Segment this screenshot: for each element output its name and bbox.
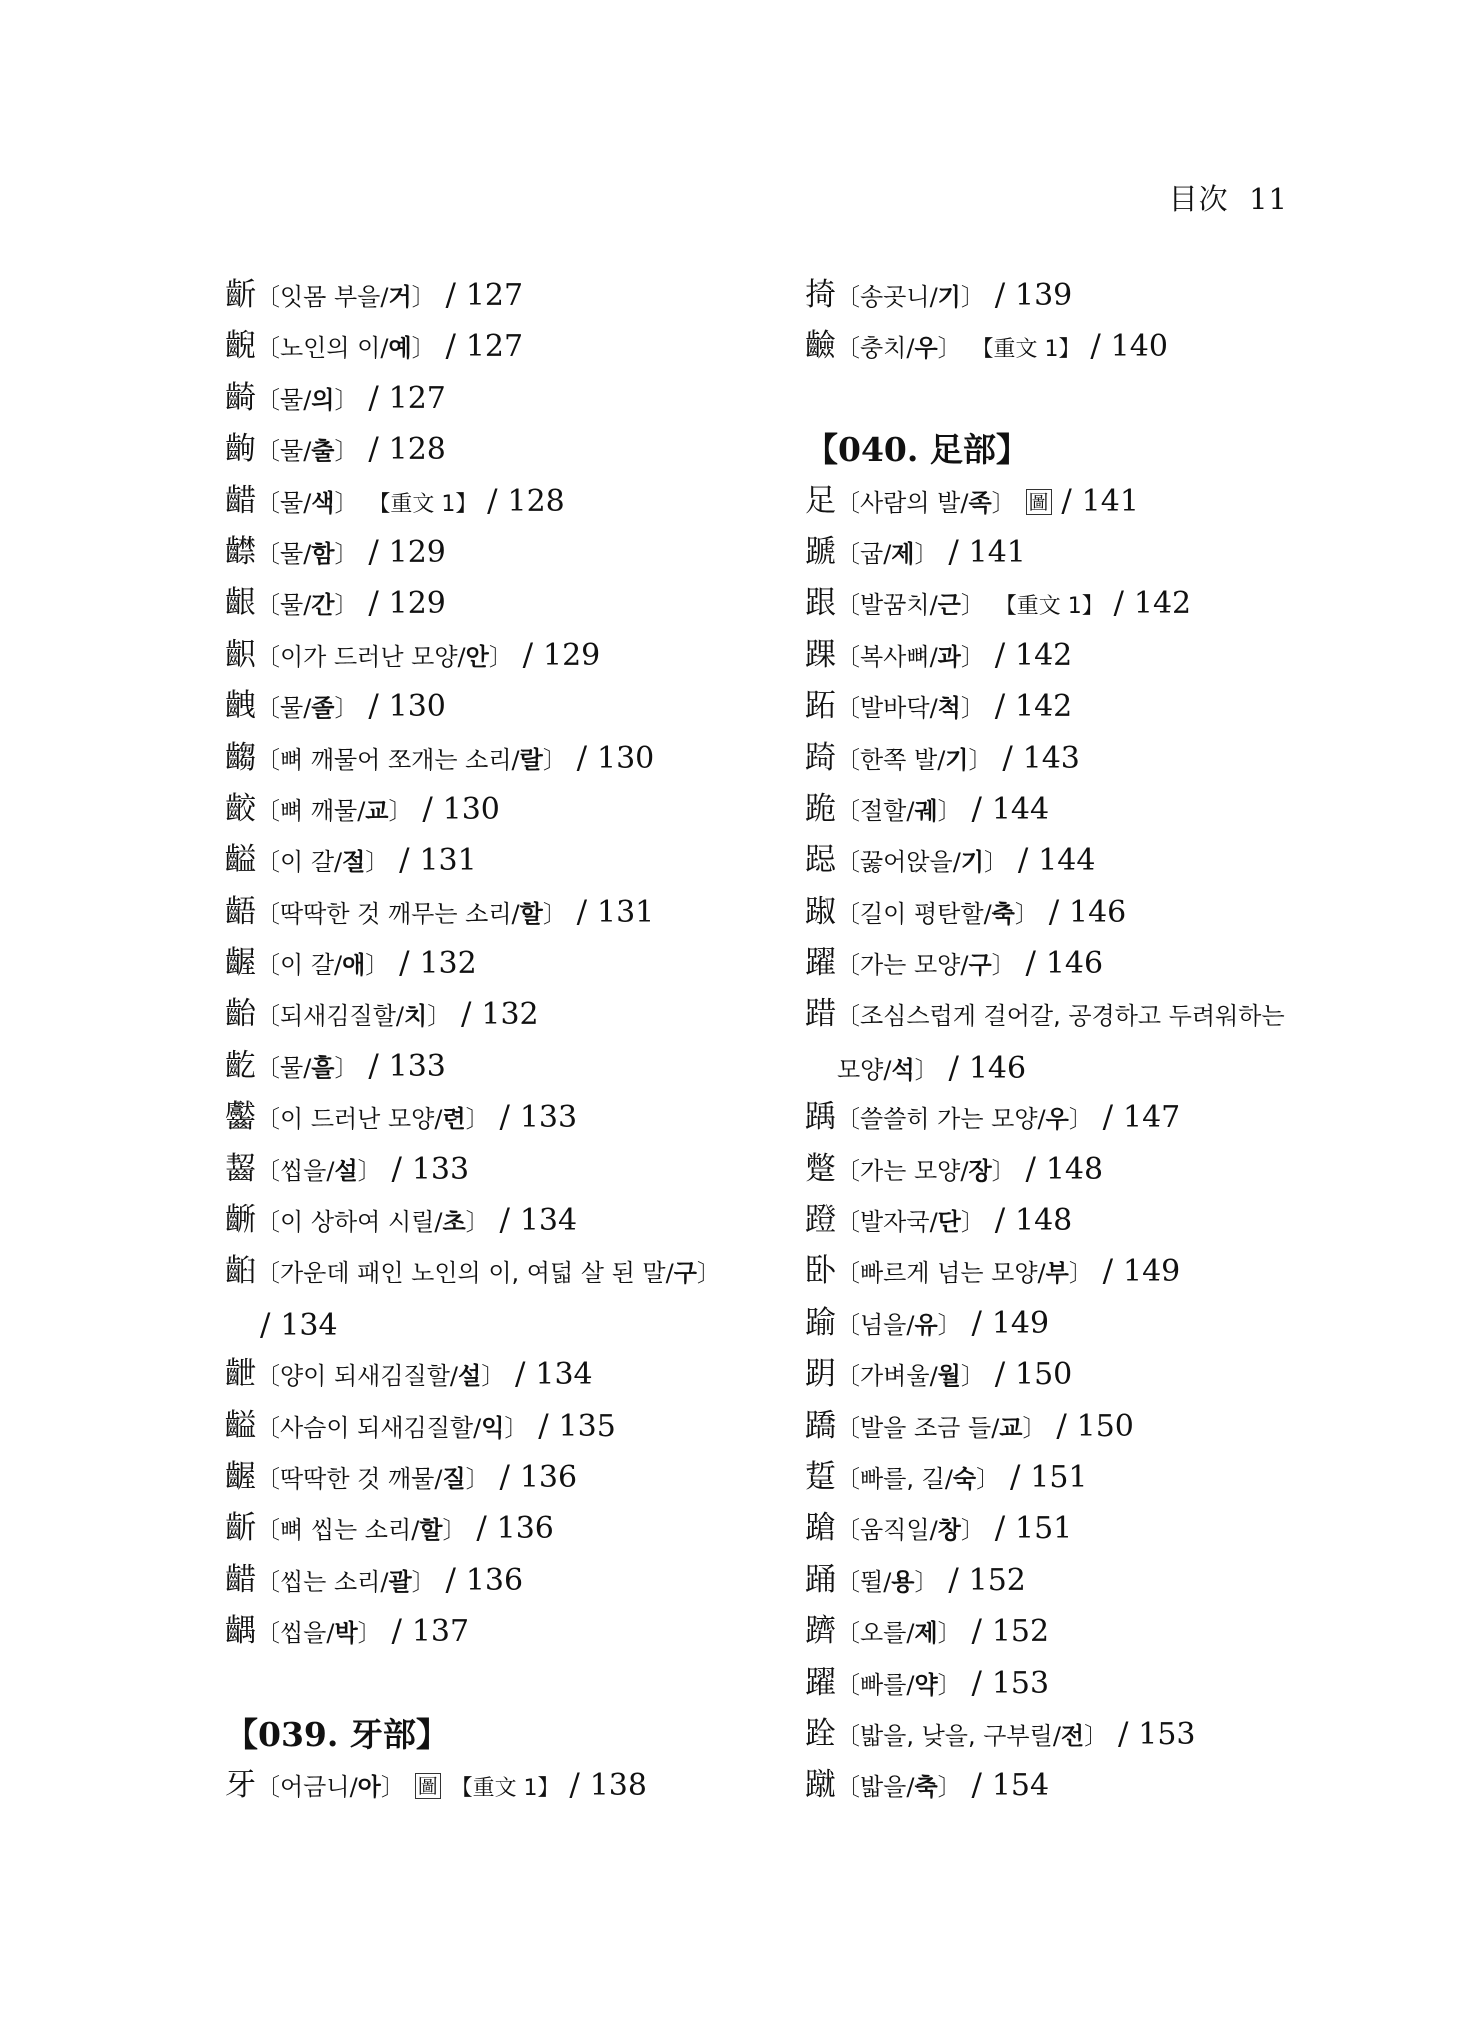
index-entry: 躋〔오를/제〕 / 152 xyxy=(805,1613,1050,1650)
entry-character: 牙 xyxy=(225,1767,256,1804)
index-entry: 齦〔물/간〕 / 129 xyxy=(225,585,446,622)
entry-definition: 〔씹는 소리/괄〕 xyxy=(256,1567,436,1596)
entry-page: 142 xyxy=(1015,689,1073,725)
index-entry: 跪〔절할/궤〕 / 144 xyxy=(805,790,1050,827)
entry-definition-cont: 모양/석〕 xyxy=(837,1055,939,1084)
entry-page: 136 xyxy=(519,1460,578,1495)
entry-reading: 색 xyxy=(311,488,335,517)
entry-character: 跟 xyxy=(805,585,836,622)
entry-character: 躍 xyxy=(805,945,836,982)
entry-page: 146 xyxy=(1045,946,1104,982)
entry-definition: 〔넘을/유〕 xyxy=(836,1310,962,1339)
entry-page: 130 xyxy=(388,689,446,725)
entry-reading: 부 xyxy=(1045,1259,1069,1288)
index-entry: 足〔사람의 발/족〕 圖 / 141 xyxy=(805,482,1139,519)
entry-character: 跀 xyxy=(805,1356,836,1393)
entry-page: 130 xyxy=(442,791,500,827)
right-column xyxy=(805,270,1325,1812)
index-entry: 蹬〔발자국/단〕 / 148 xyxy=(805,1202,1073,1239)
index-entry: 蹌〔움직일/창〕 / 151 xyxy=(805,1510,1073,1547)
entry-character: 齺 xyxy=(225,739,256,776)
index-entry: 齧〔씹을/설〕 / 133 xyxy=(225,1150,470,1187)
index-entry: 齰〔씹는 소리/괄〕 / 136 xyxy=(225,1561,524,1598)
entry-reading: 우 xyxy=(914,334,938,363)
entry-reading: 숙 xyxy=(952,1465,977,1493)
entry-definition: 〔발을 조금 들/교〕 xyxy=(836,1413,1047,1442)
entry-character: 踖 xyxy=(805,996,836,1033)
entry-character: 齯 xyxy=(225,328,256,365)
index-entry: 踊〔뛸/용〕 / 152 xyxy=(805,1561,1026,1598)
entry-page: 152 xyxy=(968,1562,1026,1598)
entry-page: 133 xyxy=(411,1151,470,1187)
entry-definition: 〔노인의 이/예〕 xyxy=(256,334,436,363)
entry-page: 135 xyxy=(558,1408,616,1444)
entry-character: 齰 xyxy=(225,482,256,519)
entry-definition: 〔송곳니/기〕 xyxy=(836,283,985,311)
entry-character: 踰 xyxy=(805,1304,836,1341)
entry-page: 129 xyxy=(388,586,446,622)
entry-definition: 〔움직일/창〕 xyxy=(836,1516,985,1545)
entry-character: 齦 xyxy=(225,585,256,622)
entry-reading: 출 xyxy=(311,437,335,466)
section-heading: 【040. 足部】 xyxy=(805,430,1029,470)
entry-continuation: 모양/석〕 / 146 xyxy=(837,1049,1027,1086)
entry-character: 齷 xyxy=(225,945,256,982)
entry-character: 齩 xyxy=(225,790,256,827)
entry-character: 齮 xyxy=(225,379,256,416)
index-entry: 齞〔이가 드러난 모양/안〕 / 129 xyxy=(225,636,601,673)
entry-character: 蹩 xyxy=(805,1150,836,1187)
entry-definition: 〔절할/궤〕 xyxy=(836,796,962,825)
entry-page: 128 xyxy=(388,432,446,468)
index-entry: 齽〔물/함〕 / 129 xyxy=(225,533,446,570)
entry-definition: 〔되새김질할/치〕 xyxy=(256,1002,452,1031)
entry-character: 跖 xyxy=(805,688,836,725)
entry-page: 134 xyxy=(519,1203,578,1239)
entry-character: 齸 xyxy=(225,1407,256,1444)
entry-character: 躋 xyxy=(805,1613,836,1650)
index-entry: 蹴〔밟을/축〕 / 154 xyxy=(805,1767,1050,1804)
entry-page: 131 xyxy=(596,894,655,930)
index-entry: 蹏〔굽/제〕 / 141 xyxy=(805,533,1026,570)
entry-definition: 〔빠를, 길/숙〕 xyxy=(836,1465,1001,1493)
entry-page: 144 xyxy=(1038,843,1096,879)
entry-character: 齥 xyxy=(225,688,256,725)
index-entry: 牙〔어금니/아〕 圖 【重文 1】 / 138 xyxy=(225,1767,647,1804)
entry-reading: 약 xyxy=(914,1670,938,1699)
entry-definition: 〔가운데 패인 노인의 이, 여덟 살 된 말/구〕 xyxy=(256,1259,721,1288)
entry-tag: 【重文 1】 xyxy=(994,594,1104,620)
index-entry: 跖〔발바닥/척〕 / 142 xyxy=(805,688,1073,725)
entry-reading: 교 xyxy=(999,1413,1023,1442)
entry-page: 149 xyxy=(1122,1254,1181,1290)
entry-page: 134 xyxy=(280,1307,338,1343)
entry-reading: 초 xyxy=(442,1208,466,1237)
entry-definition: 〔이가 드러난 모양/안〕 xyxy=(256,642,513,671)
entry-page: 140 xyxy=(1110,329,1168,365)
index-entry: 齵〔씹을/박〕 / 137 xyxy=(225,1613,470,1650)
entry-character: 踊 xyxy=(805,1561,836,1598)
entry-character: 蹬 xyxy=(805,1202,836,1239)
index-entry: 蹻〔발을 조금 들/교〕 / 150 xyxy=(805,1407,1134,1444)
entry-character: 蹴 xyxy=(805,1767,836,1804)
entry-character: 蹏 xyxy=(805,533,836,570)
index-entry xyxy=(225,1246,785,1349)
entry-reading: 치 xyxy=(404,1002,428,1031)
entry-reading: 월 xyxy=(937,1362,961,1391)
entry-page: 153 xyxy=(1138,1716,1196,1752)
index-entry: 齬〔딱딱한 것 깨무는 소리/할〕 / 131 xyxy=(225,893,655,930)
index-entry: 卧〔빠르게 넘는 모양/부〕 / 149 xyxy=(805,1253,1181,1290)
entry-definition: 〔뼈 깨물/교〕 xyxy=(256,796,413,825)
entry-character: 齝 xyxy=(225,996,256,1033)
entry-definition: 〔뼈 깨물어 쪼개는 소리/랄〕 xyxy=(256,745,567,774)
index-entry: 齣〔물/출〕 / 128 xyxy=(225,431,446,468)
entry-definition: 〔길이 평탄할/축〕 xyxy=(836,899,1039,928)
entry-reading: 기 xyxy=(945,745,969,774)
entry-definition: 〔이 드러난 모양/련〕 xyxy=(256,1105,490,1134)
entry-page: 142 xyxy=(1015,637,1073,673)
header-title: 目次 xyxy=(1168,182,1229,216)
entry-character: 齨 xyxy=(225,1253,256,1290)
entry-tag: 【重文 1】 xyxy=(368,491,478,517)
running-header xyxy=(1169,177,1288,218)
entry-reading: 우 xyxy=(1045,1105,1069,1134)
entry-page: 131 xyxy=(419,843,477,879)
index-entry: 跀〔가벼울/월〕 / 150 xyxy=(805,1356,1073,1393)
index-entry: 掎〔송곳니/기〕 / 139 xyxy=(805,277,1073,313)
entry-character: 掎 xyxy=(805,277,836,313)
entry-reading: 구 xyxy=(968,951,992,980)
entry-page: 146 xyxy=(1069,894,1127,930)
entry-definition: 〔빠를/약〕 xyxy=(836,1670,962,1699)
index-entry: 齩〔뼈 깨물/교〕 / 130 xyxy=(225,790,500,827)
entry-definition: 〔한쪽 발/기〕 xyxy=(836,745,993,774)
index-entry: 齛〔양이 되새김질할/설〕 / 134 xyxy=(225,1356,593,1393)
entry-reading: 아 xyxy=(357,1773,381,1802)
entry-reading: 의 xyxy=(311,385,335,414)
entry-character: 齬 xyxy=(225,893,256,930)
index-entry: 齷〔이 갈/애〕 / 132 xyxy=(225,945,477,982)
entry-definition: 〔가는 모양/구〕 xyxy=(836,951,1016,980)
entry-page: 132 xyxy=(419,946,477,982)
entry-page: 133 xyxy=(519,1100,578,1136)
entry-definition: 〔씹을/설〕 xyxy=(256,1156,382,1185)
entry-character: 踝 xyxy=(805,636,836,673)
entry-definition: 〔굽/제〕 xyxy=(836,539,939,568)
entry-reading: 족 xyxy=(968,488,992,517)
index-entry: 踦〔한쪽 발/기〕 / 143 xyxy=(805,739,1080,776)
entry-page: 147 xyxy=(1122,1100,1181,1136)
index-entry: 躍〔가는 모양/구〕 / 146 xyxy=(805,945,1104,982)
entry-definition: 〔복사뼈/과〕 xyxy=(836,642,985,671)
entry-definition: 〔양이 되새김질할/설〕 xyxy=(256,1362,506,1391)
index-entry: 蹩〔가는 모양/장〕 / 148 xyxy=(805,1150,1104,1187)
entry-page: 137 xyxy=(411,1614,470,1650)
entry-reading: 척 xyxy=(937,694,961,723)
page-number: 11 xyxy=(1249,182,1288,216)
entry-tag: 【重文 1】 xyxy=(971,337,1081,363)
entry-reading: 용 xyxy=(891,1567,915,1596)
entry-reading: 제 xyxy=(914,1619,938,1648)
index-entry: 齕〔물/흘〕 / 133 xyxy=(225,1047,446,1084)
index-entry: 踅〔빠를, 길/숙〕 / 151 xyxy=(805,1459,1088,1495)
index-entry: 踧〔길이 평탄할/축〕 / 146 xyxy=(805,893,1127,930)
entry-definition: 〔밟을, 낮을, 구부릴/전〕 xyxy=(836,1721,1109,1750)
entry-character: 齭 xyxy=(225,1202,256,1239)
entry-reading: 익 xyxy=(481,1413,505,1442)
entry-definition: 〔쓸쓸히 가는 모양/우〕 xyxy=(836,1105,1093,1134)
index-entry: 跧〔밟을, 낮을, 구부릴/전〕 / 153 xyxy=(805,1715,1196,1752)
entry-character: 齞 xyxy=(225,636,256,673)
entry-reading: 설 xyxy=(458,1362,482,1391)
entry-reading: 축 xyxy=(991,899,1015,928)
entry-page: 144 xyxy=(991,791,1050,827)
section-gap xyxy=(805,373,1325,424)
entry-reading: 기 xyxy=(937,283,961,311)
entry-reading: 단 xyxy=(937,1208,961,1237)
index-entry: 踝〔복사뼈/과〕 / 142 xyxy=(805,636,1073,673)
entry-character: 足 xyxy=(805,482,836,519)
entry-reading: 기 xyxy=(960,848,985,877)
index-entry xyxy=(805,989,1325,1092)
entry-page: 129 xyxy=(542,637,601,673)
entry-definition: 〔잇몸 부을/거〕 xyxy=(256,283,436,311)
entry-character: 跪 xyxy=(805,790,836,827)
entry-page: 136 xyxy=(496,1511,554,1547)
entry-character: 齕 xyxy=(225,1047,256,1084)
entry-definition: 〔물/졸〕 xyxy=(256,694,359,723)
entry-character: 卧 xyxy=(805,1253,836,1290)
entry-definition: 〔뛸/용〕 xyxy=(836,1567,939,1596)
entry-definition: 〔물/간〕 xyxy=(256,591,359,620)
index-entry: 跟〔발꿈치/근〕 【重文 1】 / 142 xyxy=(805,585,1192,622)
index-entry: 齯〔노인의 이/예〕 / 127 xyxy=(225,328,524,365)
entry-character: 躍 xyxy=(805,1664,836,1701)
entry-reading: 거 xyxy=(388,283,412,311)
entry-character: 齗 xyxy=(225,1510,256,1547)
index-entry: 踽〔쓸쓸히 가는 모양/우〕 / 147 xyxy=(805,1099,1181,1136)
entry-reading: 안 xyxy=(465,642,489,671)
index-entry: 踰〔넘을/유〕 / 149 xyxy=(805,1304,1050,1341)
entry-character: 踅 xyxy=(805,1459,836,1495)
entry-definition: 〔밟을/축〕 xyxy=(836,1773,962,1802)
entry-reading: 할 xyxy=(519,899,543,928)
index-entry: 齾〔이 드러난 모양/련〕 / 133 xyxy=(225,1099,578,1136)
entry-reading: 축 xyxy=(914,1773,938,1802)
entry-definition: 〔딱딱한 것 깨물/질〕 xyxy=(256,1465,490,1493)
entry-reading: 함 xyxy=(311,539,335,568)
index-entry: 齥〔물/졸〕 / 130 xyxy=(225,688,446,725)
entry-reading: 괄 xyxy=(388,1567,412,1596)
entry-tag: 【重文 1】 xyxy=(450,1776,560,1802)
entry-character: 踽 xyxy=(805,1099,836,1136)
entry-reading: 애 xyxy=(342,951,366,980)
entry-reading: 설 xyxy=(334,1156,358,1185)
entry-page: 149 xyxy=(991,1305,1050,1341)
left-column xyxy=(225,270,785,1812)
entry-reading: 박 xyxy=(334,1619,358,1648)
index-entry: 齗〔뼈 씹는 소리/할〕 / 136 xyxy=(225,1510,554,1547)
entry-continuation: / 134 xyxy=(260,1306,338,1343)
entry-reading: 구 xyxy=(673,1259,697,1288)
entry-definition: 〔이 상하여 시릴/초〕 xyxy=(256,1208,490,1237)
entry-reading: 근 xyxy=(937,591,961,620)
entry-definition: 〔이 갈/절〕 xyxy=(256,848,390,877)
entry-page: 153 xyxy=(991,1665,1050,1701)
entry-page: 133 xyxy=(388,1048,446,1084)
index-entry: 齷〔딱딱한 것 깨물/질〕 / 136 xyxy=(225,1459,578,1495)
entry-definition: 〔꿇어앉을/기〕 xyxy=(836,848,1009,877)
section-gap xyxy=(225,1658,785,1709)
index-entry: 齺〔뼈 깨물어 쪼개는 소리/랄〕 / 130 xyxy=(225,739,655,776)
entry-character: 䶨 xyxy=(805,328,836,365)
entry-page: 132 xyxy=(481,997,539,1033)
entry-definition: 〔물/의〕 xyxy=(256,385,359,414)
entry-page: 142 xyxy=(1133,586,1192,622)
entry-character: 齽 xyxy=(225,533,256,570)
section-heading: 【039. 牙部】 xyxy=(225,1714,449,1754)
entry-page: 148 xyxy=(1045,1151,1104,1187)
entry-reading: 간 xyxy=(311,591,335,620)
entry-page: 141 xyxy=(1081,483,1139,519)
entry-page: 138 xyxy=(589,1768,647,1804)
entry-page: 130 xyxy=(596,740,655,776)
index-entry: 齸〔이 갈/절〕 / 131 xyxy=(225,842,477,879)
entry-definition: 〔사슴이 되새김질할/익〕 xyxy=(256,1413,529,1442)
entry-definition: 〔빠르게 넘는 모양/부〕 xyxy=(836,1259,1093,1288)
entry-page: 143 xyxy=(1022,740,1080,776)
entry-reading: 궤 xyxy=(914,796,938,825)
entry-definition: 〔오를/제〕 xyxy=(836,1619,962,1648)
entry-reading: 제 xyxy=(891,539,915,568)
entry-character: 跧 xyxy=(805,1715,836,1752)
entry-reading: 랄 xyxy=(519,745,543,774)
entry-reading: 과 xyxy=(937,642,961,671)
entry-definition: 〔물/함〕 xyxy=(256,539,359,568)
entry-definition: 〔어금니/아〕 xyxy=(256,1773,405,1802)
entry-page: 127 xyxy=(388,380,446,416)
entry-definition: 〔사람의 발/족〕 xyxy=(836,488,1016,517)
entry-character: 齛 xyxy=(225,1356,256,1393)
index-entry: 齝〔되새김질할/치〕 / 132 xyxy=(225,996,539,1033)
entry-page: 154 xyxy=(991,1768,1050,1804)
entry-definition: 〔뼈 씹는 소리/할〕 xyxy=(256,1516,467,1545)
entry-definition: 〔조심스럽게 걸어갈, 공경하고 두려워하는 xyxy=(836,1002,1285,1031)
entry-page: 152 xyxy=(991,1614,1050,1650)
entry-page: 148 xyxy=(1015,1203,1073,1239)
entry-definition: 〔물/색〕 xyxy=(256,488,359,517)
entry-reading: 졸 xyxy=(311,694,335,723)
entry-character: 齗 xyxy=(225,277,256,313)
entry-definition: 〔가는 모양/장〕 xyxy=(836,1156,1016,1185)
entry-definition: 〔발자국/단〕 xyxy=(836,1208,985,1237)
index-entry: 齮〔물/의〕 / 127 xyxy=(225,379,446,416)
entry-definition: 〔발꿈치/근〕 xyxy=(836,591,985,620)
entry-tag: 圖 xyxy=(415,1773,441,1799)
entry-character: 齰 xyxy=(225,1561,256,1598)
entry-page: 134 xyxy=(535,1357,593,1393)
entry-page: 128 xyxy=(507,483,565,519)
entry-page: 150 xyxy=(1076,1408,1134,1444)
entry-definition: 〔이 갈/애〕 xyxy=(256,951,390,980)
entry-character: 齾 xyxy=(225,1099,256,1136)
entry-reading: 예 xyxy=(388,334,412,363)
index-entry: 䶨〔충치/우〕 【重文 1】 / 140 xyxy=(805,328,1168,365)
entry-definition: 〔가벼울/월〕 xyxy=(836,1362,985,1391)
entry-character: 踧 xyxy=(805,893,836,930)
entry-reading: 할 xyxy=(419,1516,443,1545)
entry-page: 151 xyxy=(1015,1511,1073,1547)
entry-reading: 질 xyxy=(442,1465,466,1493)
entry-page: 146 xyxy=(968,1050,1027,1086)
entry-character: 蹌 xyxy=(805,1510,836,1547)
entry-character: 蹻 xyxy=(805,1407,836,1444)
entry-reading: 전 xyxy=(1060,1721,1085,1750)
entry-page: 127 xyxy=(465,278,524,313)
entry-tag: 圖 xyxy=(1026,489,1052,515)
index-entry: 齰〔물/색〕 【重文 1】 / 128 xyxy=(225,482,565,519)
entry-definition: 〔물/출〕 xyxy=(256,437,359,466)
entry-page: 141 xyxy=(968,534,1026,570)
index-entry: 齸〔사슴이 되새김질할/익〕 / 135 xyxy=(225,1407,616,1444)
entry-page: 127 xyxy=(465,329,524,365)
entry-page: 139 xyxy=(1015,278,1073,313)
entry-reading: 유 xyxy=(914,1310,938,1339)
index-entry: 跽〔꿇어앉을/기〕 / 144 xyxy=(805,842,1096,879)
entry-character: 齵 xyxy=(225,1613,256,1650)
entry-definition: 〔씹을/박〕 xyxy=(256,1619,382,1648)
index-entry: 躍〔빠를/약〕 / 153 xyxy=(805,1664,1050,1701)
entry-character: 踦 xyxy=(805,739,836,776)
entry-reading: 절 xyxy=(342,848,366,877)
entry-character: 齸 xyxy=(225,842,256,879)
index-entry: 齗〔잇몸 부을/거〕 / 127 xyxy=(225,277,524,313)
entry-character: 齧 xyxy=(225,1150,256,1187)
entry-reading: 흘 xyxy=(311,1053,335,1082)
entry-definition: 〔물/흘〕 xyxy=(256,1053,359,1082)
entry-reading: 장 xyxy=(968,1156,992,1185)
entry-definition: 〔딱딱한 것 깨무는 소리/할〕 xyxy=(256,899,567,928)
entry-page: 151 xyxy=(1030,1460,1088,1495)
entry-reading: 교 xyxy=(365,796,389,825)
entry-definition: 〔충치/우〕 xyxy=(836,334,962,363)
index-entry: 齭〔이 상하여 시릴/초〕 / 134 xyxy=(225,1202,578,1239)
entry-page: 136 xyxy=(465,1562,524,1598)
entry-reading: 석 xyxy=(891,1055,915,1084)
entry-page: 150 xyxy=(1015,1357,1073,1393)
entry-character: 齣 xyxy=(225,431,256,468)
entry-reading: 련 xyxy=(442,1105,466,1134)
entry-character: 齷 xyxy=(225,1459,256,1495)
entry-definition: 〔발바닥/척〕 xyxy=(836,694,985,723)
entry-page: 129 xyxy=(388,534,446,570)
entry-reading: 창 xyxy=(937,1516,961,1545)
entry-character: 跽 xyxy=(805,842,836,879)
